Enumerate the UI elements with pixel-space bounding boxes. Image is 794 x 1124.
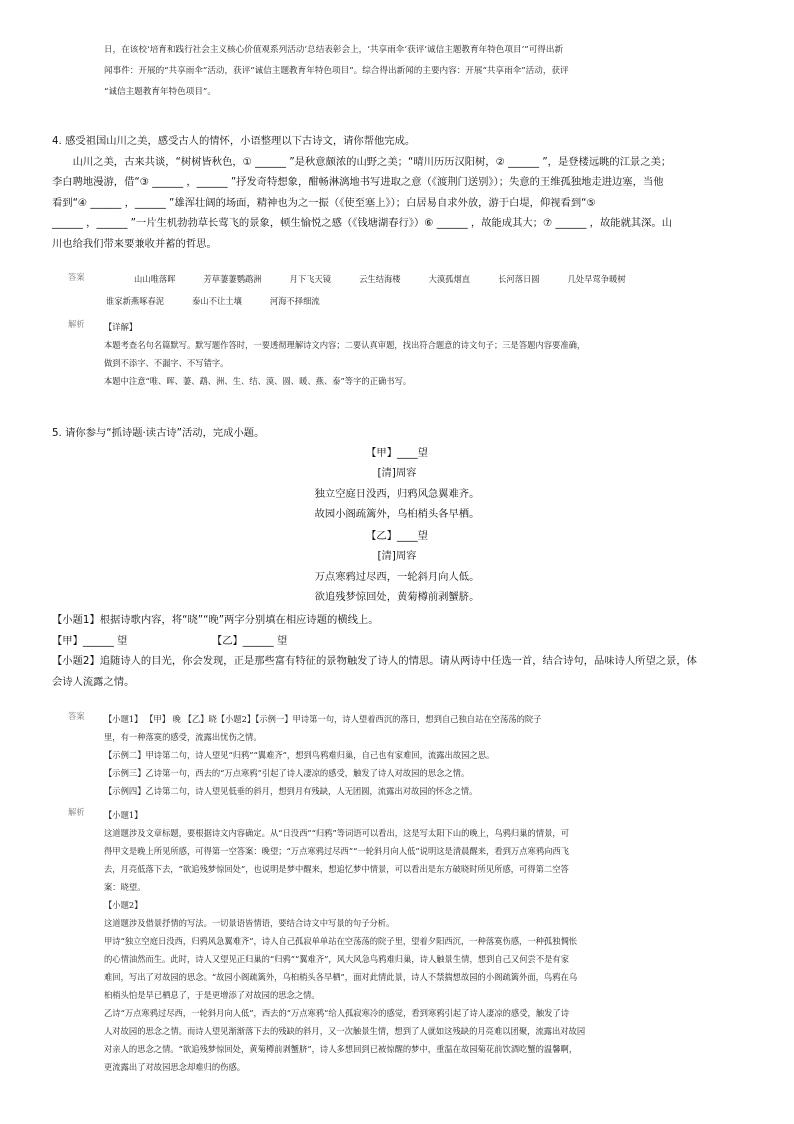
answer-item: 谁家新燕啄春泥 — [106, 296, 165, 306]
analysis-line: 人对故园的思念之情。而诗人望见渐渐落下去的残缺的斜月，又一次触景生情，想到了人就如这残缺的月亮难以团聚，流露出对故园 — [104, 1026, 586, 1036]
answer-item: 山山唯落晖 — [134, 274, 176, 284]
analysis-line: 更流露出了对故园思念却难归的伤感。 — [104, 1062, 246, 1072]
subquestion-1: 【小题1】根据诗歌内容，将“晓”“晚”两字分别填在相应诗题的横线上。 — [52, 614, 379, 626]
poem-line: 独立空庭日没西，归鸦风急翼难齐。 — [314, 487, 480, 500]
poem-line: 欲追残梦惊回处，黄菊樽前剥蟹脐。 — [314, 590, 480, 603]
analysis-body — [104, 806, 748, 1076]
answer-item: 几处早莺争暖树 — [567, 274, 626, 284]
question-4-line: ______ ，______ ”一片生机勃勃草长莺飞的景象，顿生愉悦之感（《钱塘湖春行》）⑥ ______ ，故能成其大；⑦ ______ ，故能就其深。山 — [52, 217, 673, 230]
answer-item: 长河落日圆 — [498, 274, 540, 284]
question-5-analysis — [68, 806, 748, 1086]
poem-line: 故园小阁疏篱外，乌桕梢头各早栖。 — [314, 507, 480, 520]
answer-item: 大漠孤烟直 — [428, 274, 471, 284]
analysis-line: 案：晓望。 — [104, 882, 146, 892]
question-4-line: 川也给我们带来要兼收并蓄的哲思。 — [52, 237, 217, 250]
poem-yi — [0, 526, 794, 607]
subquestion-2-line: 会诗人流露之情。 — [52, 675, 135, 688]
continuation-line: 闻事件：开展的“共享雨伞”活动，获评“诚信主题教育年特色项目”。综合得出新闻的主要内容：开展“共享雨伞”活动，获评 — [104, 66, 569, 76]
poem-line: 万点寒鸦过尽西，一轮斜月向人低。 — [314, 570, 480, 583]
subquestion-2-line: 【小题2】追随诗人的目光，你会发现，正是那些富有特征的景物触发了诗人的情思。请从两诗中任选一首，结合诗句，品味诗人所望之景，体 — [52, 655, 697, 668]
blank-jia: 【甲】______ 望 — [52, 634, 128, 647]
analysis-line: 得甲文是晚上所见所感，可得第一空答案：晚望；“万点寒鸦过尽西”“一轮斜月向人低”说明这是清晨醒来，看到万点寒鸦向西飞 — [104, 846, 570, 856]
poem-title: 【甲】____望 — [366, 447, 428, 459]
analysis-label: 解析 — [68, 319, 85, 329]
poem-author: [清]周容 — [377, 550, 417, 563]
analysis-line: 甲诗“独立空庭日没西，归鸦风急翼难齐”，诗人自己孤寂单单站在空荡荡的院子里，望着夕阳西沉，一种落寞伤感，一种孤独惆怅 — [104, 936, 578, 946]
answer-row — [134, 268, 748, 290]
question-5-answer — [68, 710, 748, 806]
analysis-body — [104, 318, 748, 390]
answer-item: 云生结海楼 — [359, 274, 401, 284]
poem-title: 【乙】____望 — [366, 530, 428, 542]
question-4-line: 李白聘地漫游，借“③ ______ ，______ ”抒发奇特想象，酣畅淋漓地书写进取之意（《渡荆门送别》）；失意的王维孤独地走进边塞，当他 — [52, 176, 664, 189]
question-5-title: 5. 请你参与“抓诗题·读古诗”活动，完成小题。 — [52, 427, 265, 439]
answer-line: 【小题1】 【甲】 晚 【乙】晓【小题2】【示例一】甲诗第一句，诗人望着西沉的落日，想到自己独自站在空荡荡的院子 — [104, 714, 542, 724]
answer-row — [106, 290, 748, 312]
analysis-line: 【小题1】 — [104, 810, 143, 820]
question-4-analysis — [68, 318, 748, 394]
continuation-line: 日，在该校‘培育和践行社会主义核心价值观系列活动’总结表彰会上，‘共享雨伞’获评‘诚信主题教育年特色项目’”可得出新 — [104, 45, 564, 55]
answer-item: 芳草萋萋鹦鹉洲 — [203, 274, 262, 284]
answer-item: 月下飞天镜 — [289, 274, 332, 284]
question-4-answer — [68, 268, 748, 312]
answer-line: 里，有一种落寞的感受，流露出忧伤之情。 — [104, 732, 262, 742]
answer-line: 【示例三】乙诗第一句，西去的“万点寒鸦”引起了诗人凄凉的感受，触发了诗人对故园的思念之情。 — [104, 768, 470, 778]
analysis-line: 【小题2】 — [104, 900, 143, 910]
blank-yi: 【乙】______ 望 — [211, 634, 288, 647]
analysis-line: 对亲人的思念之情。“欲追残梦惊回处，黄菊樽前剥蟹脐”，诗人多想回到已被惊醒的梦中，重温在故园菊花前饮酒吃蟹的温馨啊， — [104, 1044, 578, 1054]
subquestion-1-blanks — [52, 631, 742, 652]
answer-label: 答案 — [68, 272, 85, 282]
analysis-line: 的心情油然而生。此时，诗人又望见正归巢的“归鸦”“翼难齐”，风大风急鸟鸦难归巢，诗人触景生情，想到自己又何尝不是有家 — [104, 954, 570, 964]
question-4-line: 看到“④ ______ ，______ ”雄浑壮阔的场面，精神也为之一振（《使至塞上》）；白居易自求外放，游于白堤，仰视看到“⑤ — [52, 196, 596, 209]
answer-line: 【示例二】甲诗第二句，诗人望见“归鸦”“翼难齐”，想到鸟鸦难归巢，自己也有家难回，流露出故园之思。 — [104, 750, 495, 760]
analysis-line: 去，月亮低落下去，“欲追残梦惊回处”，也说明是梦中醒来，想追忆梦中情景，可以看出是东方破晓时所见所感，可得第二空答 — [104, 864, 569, 874]
answer-item: 河海不择细流 — [269, 296, 320, 306]
question-5-subquestions — [52, 610, 742, 692]
analysis-line: 桕梢头怕是早已栖息了，于是更增添了对故园的思念之情。 — [104, 990, 320, 1000]
answer-body — [104, 710, 748, 800]
question-5-title-block — [52, 423, 742, 444]
analysis-line: 本题考查名句名篇默写。默写题作答时，一要透彻理解诗文内容；二要认真审题，找出符合题意的诗文句子；三是答题内容要准确， — [104, 340, 586, 350]
question-4-line: 山川之美，古来共谈，“树树皆秋色，① ______ ”是秋意颇浓的山野之美；“晴川历历汉阳树，② ______ ”，是登楼远眺的江景之美； — [72, 155, 672, 168]
continuation-line: “诚信主题教育年特色项目”。 — [104, 87, 216, 97]
answer-item: 泰山不让土壤 — [192, 296, 242, 306]
continuation-text — [104, 40, 724, 103]
analysis-line: 这道题涉及文章标题，要根据诗文内容确定。从“日没西”“归鸦”等词语可以看出，这是写太阳下山的晚上，鸟鸦归巢的情景，可 — [104, 828, 570, 838]
answer-label: 答案 — [68, 711, 85, 721]
poem-jia — [0, 443, 794, 524]
analysis-line: 乙诗“万点寒鸦过尽西，一轮斜月向人低”，西去的“万点寒鸦”给人孤寂寒冷的感觉，看到寒鸦引起了诗人凄凉的感受，触发了诗 — [104, 1008, 570, 1018]
analysis-line: 本题中注意“唯、晖、萋、鹉、洲、生、结、漠、圆、暖、燕、泰”等字的正确书写。 — [104, 376, 412, 386]
analysis-line: 【详解】 — [104, 322, 138, 332]
question-4-title: 4. 感受祖国山川之美，感受古人的情怀，小语整理以下古诗文，请你帮他完成。 — [52, 135, 416, 147]
analysis-line: 难回，写出了对故园的思念。“故园小阁疏篱外，乌桕梢头各早栖”，面对此情此景，诗人不禁揣想故园的小阁疏篱外面，鸟鸦在乌 — [104, 972, 578, 982]
analysis-line: 这道题涉及借景抒情的写法。一切景语皆情语，要结合诗文中写景的句子分析。 — [104, 918, 395, 928]
analysis-label: 解析 — [68, 807, 85, 817]
question-4 — [52, 131, 742, 255]
poem-author: [清]周容 — [377, 467, 417, 480]
analysis-line: 做到不添字、不漏字、不写错字。 — [104, 358, 229, 368]
answer-body — [106, 268, 748, 312]
answer-line: 【示例四】乙诗第二句，诗人望见低垂的斜月，想到月有残缺，人无团圆，流露出对故园的怀念之情。 — [104, 786, 478, 796]
